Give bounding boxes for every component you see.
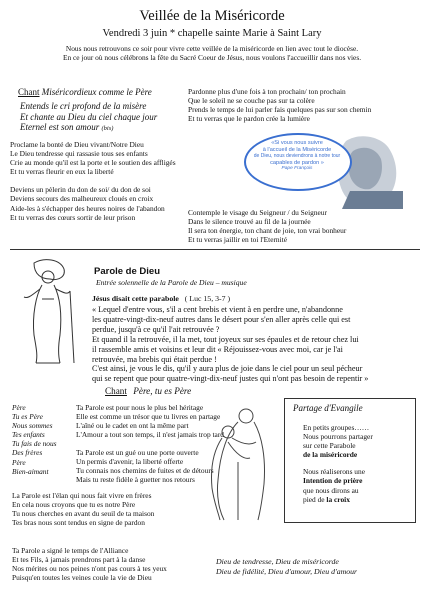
verse-line: L'Amour a tout son temps, il n'est jamais trop tard xyxy=(76,430,224,440)
verse-line: Puisqu'en toutes les veines coule la vie de Dieu xyxy=(12,573,152,583)
verse-line: Nos mérites ou nos peines n'ont pas cours à tes yeux xyxy=(12,564,167,574)
refrain-word: Bien-aimant xyxy=(12,466,49,476)
gospel-line: les quatre-vingt-dix-neuf autres dans le désert pour s'en aller après celle qui est xyxy=(92,314,351,324)
gospel-line: qui se repent que pour quatre-vingt-dix-neuf justes qui n'ont pas besoin de repentir » xyxy=(92,374,369,384)
chant2-heading xyxy=(105,386,191,396)
chant2-verses4 xyxy=(12,546,167,582)
verse-line: Tu nous cherches en avant du seuil de ta maison xyxy=(12,509,155,519)
event-subtitle: Vendredi 3 juin * chapelle sainte Marie à Saint Lary xyxy=(102,28,322,39)
partage-box xyxy=(284,398,416,523)
refrain-note: (bis) xyxy=(101,125,114,132)
verse-line xyxy=(10,176,176,185)
verse-line: Deviens un pèlerin du don de soi/ du don de soi xyxy=(10,185,151,195)
verse-line: En cela nous croyons que tu es notre Père xyxy=(12,500,136,510)
verse-line: Un permis d'avenir, la liberté offerte xyxy=(76,457,184,467)
verse-line: Et tu verras fleurir en eux la liberté xyxy=(10,167,114,177)
chant1-right-verses-bottom xyxy=(188,208,346,244)
gospel-line: C'est ainsi, je vous le dis, qu'il y aura plus de joie dans le ciel pour un seul pécheur xyxy=(92,364,363,374)
refrain-line: Et chante au Dieu du ciel chaque jour xyxy=(20,111,158,122)
verse-line: Dans le silence trouvé au fil de la journée xyxy=(188,217,311,227)
intro-line-1: Nous nous retrouvons ce soir pour vivre cette veillée de la miséricorde en lien avec tout le diocèse. xyxy=(65,44,359,53)
chant1-left-verses xyxy=(10,140,176,222)
verse-line: Aide-les à s'échapper des heures noires de l'abandon xyxy=(10,203,165,213)
partage-line: Nous pourrons partager xyxy=(303,432,373,442)
verse-line: Le Dieu tendresse qui rassasie tous ses enfants xyxy=(10,149,148,159)
good-shepherd-icon xyxy=(12,255,82,367)
partage-title: Partage d'Evangile xyxy=(293,403,363,413)
partage-line: En petits groupes…… xyxy=(303,423,370,432)
partage-bold-inline: la croix xyxy=(326,494,350,504)
refrain-word: Tu fais de nous xyxy=(12,439,57,449)
verse-line: Deviens secours des malheureux cloués en croix xyxy=(10,194,154,204)
poster-line: «Si vous nous suivre xyxy=(271,140,323,146)
verse-line: Et tu verras des cœurs sortir de leur prison xyxy=(10,212,136,222)
gospel-intro xyxy=(92,294,230,303)
refrain-word: Des frères xyxy=(12,448,43,458)
gospel-line: il rassemble amis et voisins et leur dit « Réjouissez-vous avec moi, car je l'ai xyxy=(92,344,343,354)
chant1-right-verses-top xyxy=(188,87,371,123)
gospel-reference: ( Luc 15, 3-7 ) xyxy=(184,294,231,303)
intro-line-2: En ce jour où nous célébrons la fête du Sacré Coeur de Jésus, nous voulons l'accueillir dans nos vies. xyxy=(62,53,362,62)
chant1-refrain xyxy=(20,101,157,135)
refrain-word: Nous sommes xyxy=(12,421,53,431)
verse-line: Ta Parole a signé le temps de l'Alliance xyxy=(12,546,129,555)
poster-text xyxy=(250,140,344,173)
verse-line: Crie au monde qu'il est la porte et le soutien des affligés xyxy=(10,158,176,168)
verse-line: Et tu verras que le pardon crée la lumière xyxy=(188,114,310,124)
prodigal-son-icon xyxy=(198,402,280,522)
verse-line: Prends le temps de lui parler fais quelques pas sur son chemin xyxy=(188,105,372,115)
verse-line: Pardonne plus d'une fois à ton prochain/ ton prochain xyxy=(188,87,346,96)
verse-line: Ta Parole est un gué ou une porte ouverte xyxy=(76,448,199,457)
verse-line: Mais tu reste fidèle à guetter nos retours xyxy=(76,475,195,485)
verse-line: Et tu verras jaillir en toi l'Eternité xyxy=(188,235,288,245)
poster-line: Pape François xyxy=(281,166,313,172)
chant2-closing xyxy=(216,557,357,577)
refrain-line: Eternel est son amour (bis) xyxy=(20,122,114,132)
closing-line: Dieu de fidélité, Dieu d'amour, Dieu d'amour xyxy=(216,567,358,576)
chant2-title: Père, tu es Père xyxy=(133,386,192,396)
verse-line: Tes bras nous sont tendus en signe de pardon xyxy=(12,518,145,528)
parole-heading: Parole de Dieu xyxy=(94,266,160,277)
verse-line: Et tes Fils, à jamais prendrons part à la danse xyxy=(12,555,146,565)
verse-line: Elle est comme un trésor que tu livres en partage xyxy=(76,412,221,422)
chant2-verses2 xyxy=(76,448,214,484)
closing-line: Dieu de tendresse, Dieu de miséricorde xyxy=(216,557,339,566)
partage-bold-line: Intention de prière xyxy=(303,476,363,486)
pope-poster xyxy=(238,131,408,209)
chant2-label: Chant xyxy=(105,386,127,396)
verse-line: Contemple le visage du Seigneur / du Seigneur xyxy=(188,208,327,217)
partage-line: que nous dirons au xyxy=(303,485,359,495)
refrain-word: Tes enfants xyxy=(12,430,45,440)
chant1-label: Chant xyxy=(18,87,40,97)
partage-bold-line: de la miséricorde xyxy=(303,450,358,460)
gospel-line: retrouvée, ma brebis qui était perdue ! xyxy=(92,354,217,364)
partage-line: pied de la croix xyxy=(303,494,350,504)
chant2-verses3 xyxy=(12,491,154,527)
chant1-heading xyxy=(18,87,152,97)
verse-line: Ta Parole est pour nous le plus bel héritage xyxy=(76,403,204,412)
verse-line: L'aîné ou le cadet en ont la même part xyxy=(76,421,189,431)
partage-text xyxy=(303,423,415,504)
verse-line: Proclame la bonté de Dieu vivant/Notre Dieu xyxy=(10,140,144,149)
refrain-word: Tu es Père xyxy=(12,412,43,422)
chant2-refrain-column xyxy=(12,403,57,476)
refrain-word: Père xyxy=(12,457,26,467)
partage-line: sur cette Parabole xyxy=(303,441,356,451)
gospel-line: « Lequel d'entre vous, s'il a cent brebis et vient à en perdre une, n'abandonne xyxy=(92,305,343,314)
verse-line: Tu connais nos chemins de fuites et de détours xyxy=(76,466,214,476)
gospel-text xyxy=(92,305,368,384)
chant1-title: Miséricordieux comme le Père xyxy=(41,87,152,97)
poster-line: de Dieu, nous deviendrons à notre tour xyxy=(253,153,341,160)
refrain-word: Père xyxy=(12,403,26,412)
page-title: Veillée de la Miséricorde xyxy=(139,8,285,24)
poster-line: à l'accueil de la Miséricorde xyxy=(262,146,332,153)
gospel-line: Et quand il la retrouvée, il la met, tout joyeux sur ses épaules et de retour chez lui xyxy=(92,334,359,344)
gospel-intro-text: Jésus disait cette parabole xyxy=(92,294,179,303)
poster-line: capables de pardon » xyxy=(270,159,324,166)
verse-line: Que le soleil ne se couche pas sur ta colère xyxy=(188,96,315,106)
verse-line: La Parole est l'élan qui nous fait vivre en frères xyxy=(12,491,152,500)
section-divider xyxy=(10,249,420,250)
refrain-line: Entends le cri profond de la misère xyxy=(20,101,147,111)
partage-line: Nous réaliserons une xyxy=(303,467,365,477)
parole-entry: Entrée solennelle de la Parole de Dieu – musique xyxy=(96,278,247,287)
verse-line: Il sera ton énergie, ton chant de joie, ton vrai bonheur xyxy=(188,226,347,236)
gospel-line: perdue, jusqu'à ce qu'il l'ait retrouvée ? xyxy=(92,324,220,334)
